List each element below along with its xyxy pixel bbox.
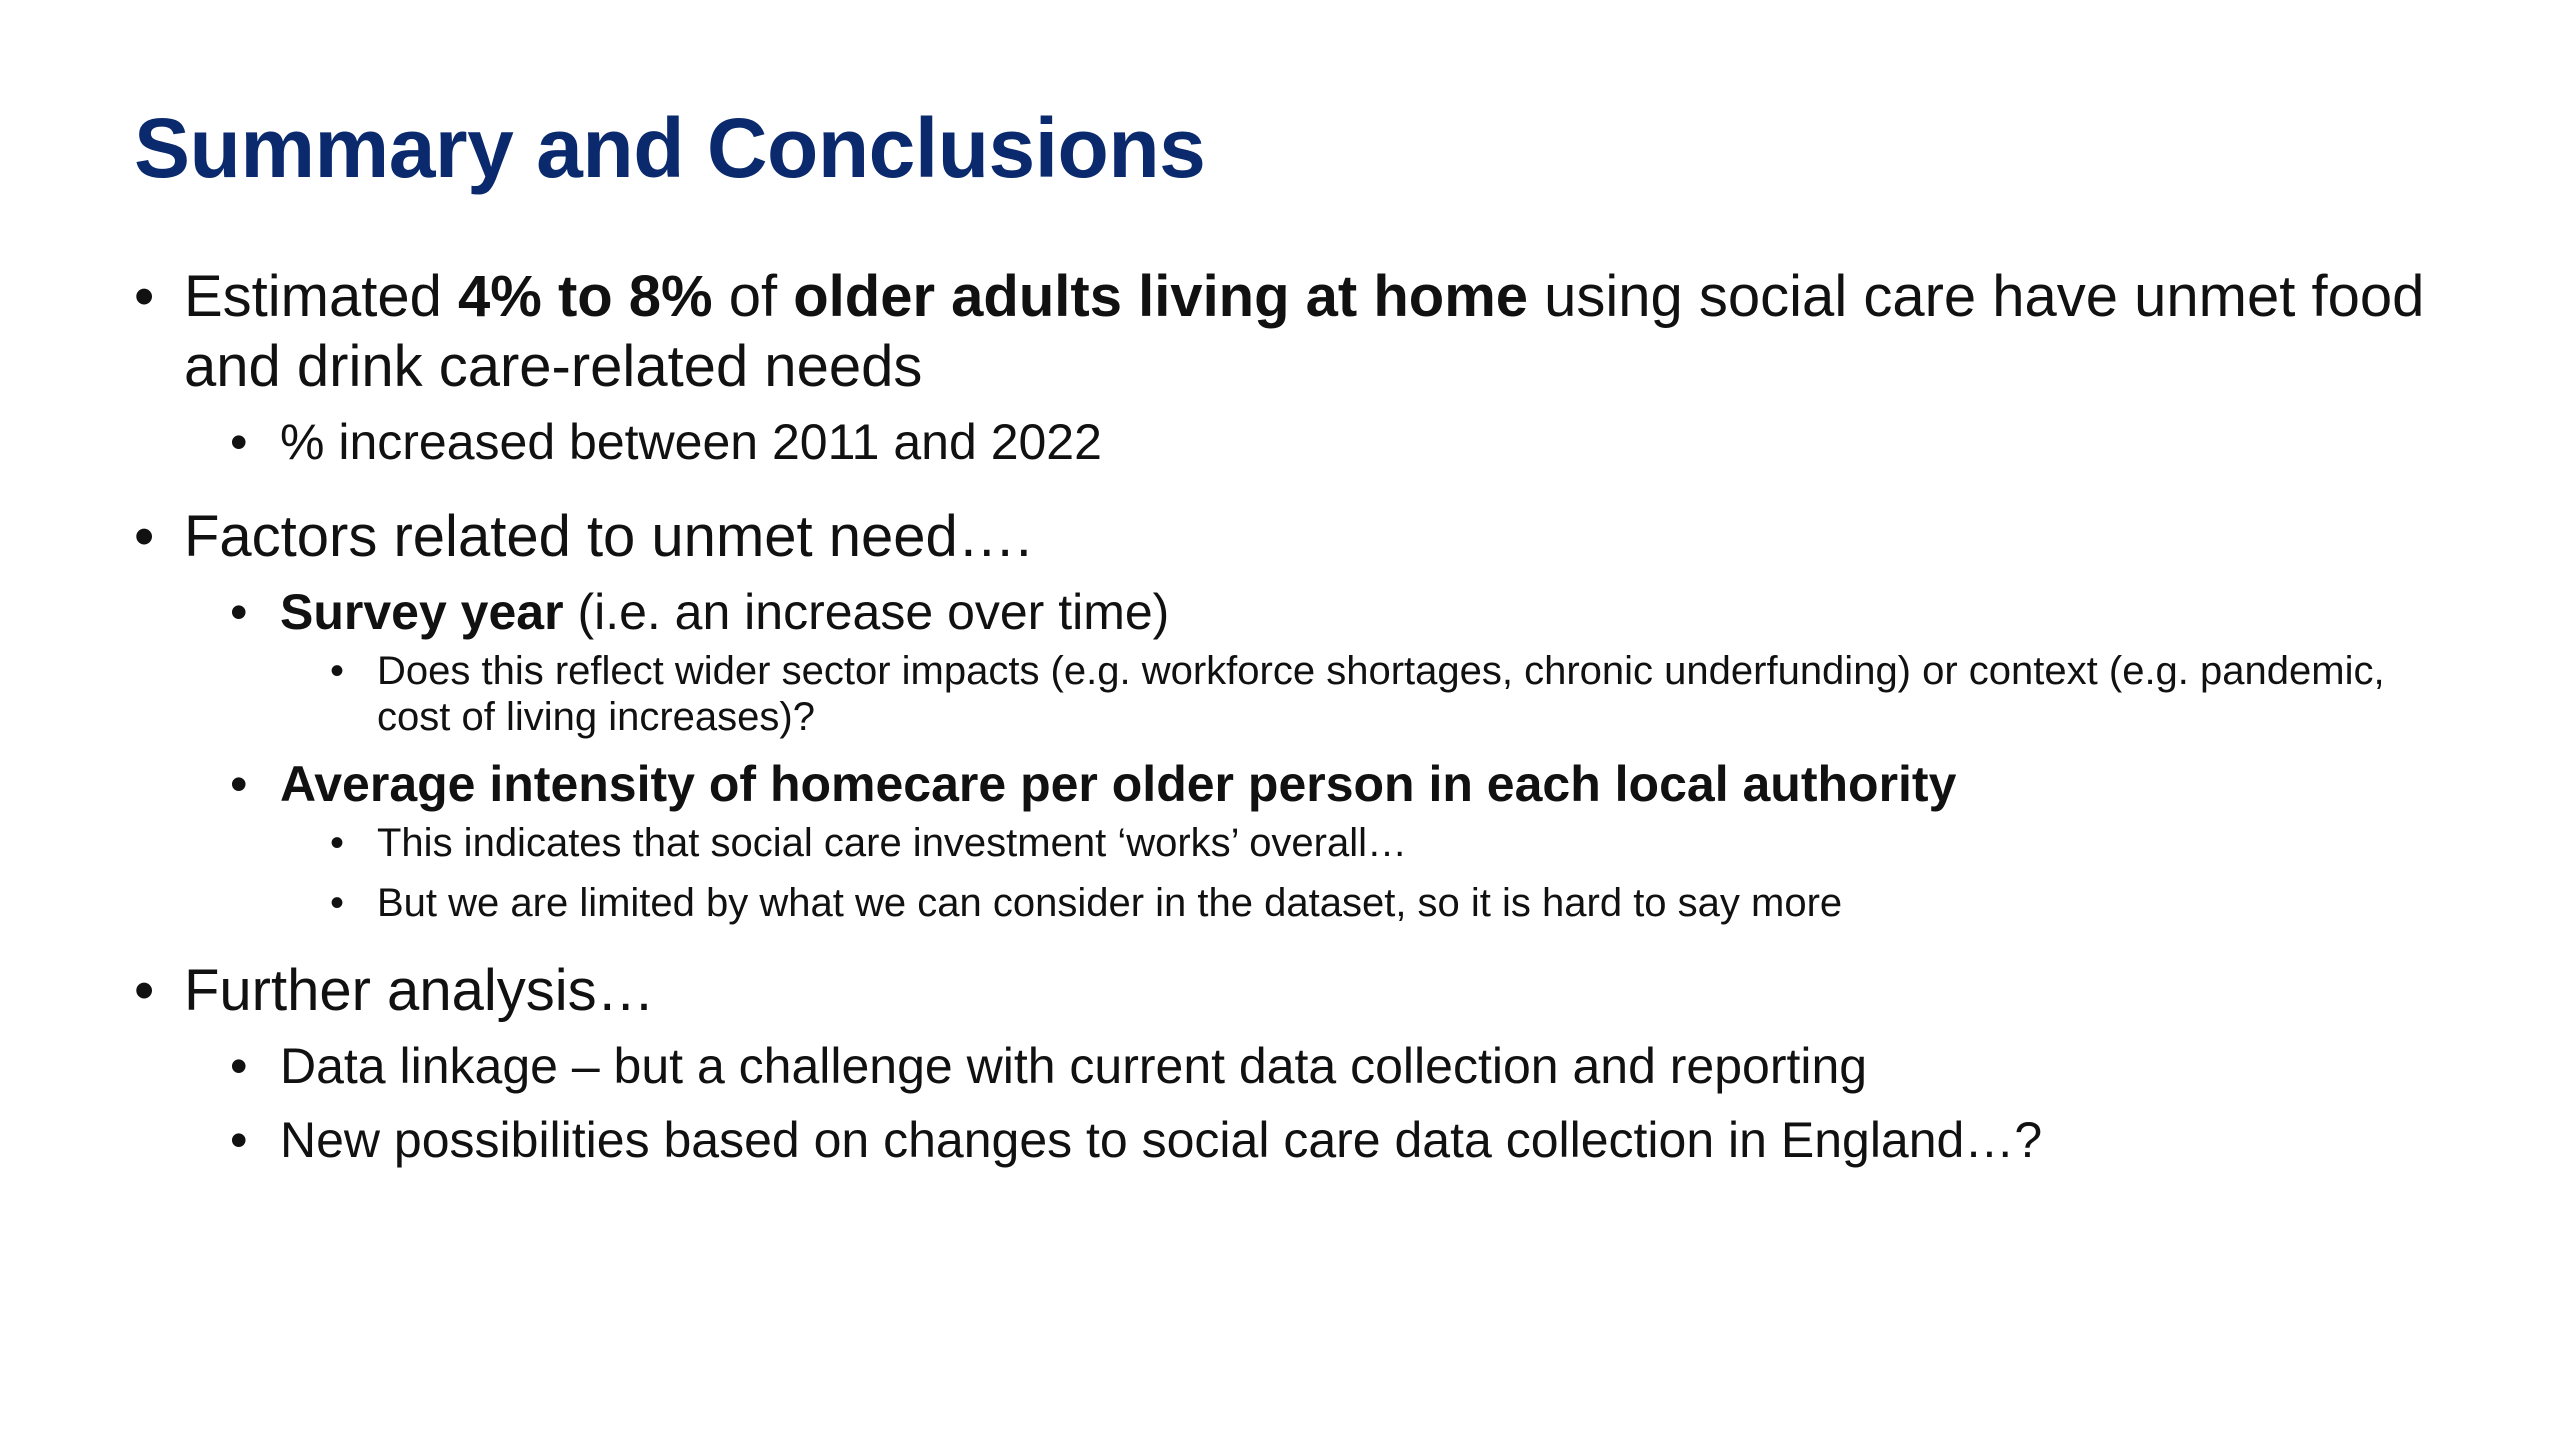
sub-bullet-homecare-intensity bbox=[134, 754, 2434, 814]
bullet-estimated-unmet-needs bbox=[134, 262, 2434, 402]
bullet-text: This indicates that social care investment ‘works’ overall… bbox=[377, 821, 1408, 865]
bullet-text: Data linkage – but a challenge with current data collection and reporting bbox=[280, 1038, 1868, 1094]
bold-survey-year: Survey year bbox=[280, 584, 564, 640]
bullet-text: Further analysis… bbox=[184, 958, 655, 1023]
bullet-marker: • bbox=[230, 756, 248, 812]
bullet-marker: • bbox=[230, 1038, 248, 1094]
bullet-marker: • bbox=[230, 414, 248, 470]
sub-bullet-increase bbox=[134, 412, 2434, 472]
bullet-marker: • bbox=[134, 504, 155, 569]
sub-bullet-data-linkage bbox=[134, 1036, 2434, 1096]
bullet-text: % increased between 2011 and 2022 bbox=[280, 414, 1102, 470]
bullet-text: Average intensity of homecare per older person in each local authority bbox=[280, 756, 1957, 812]
bullet-marker: • bbox=[134, 264, 155, 329]
sub-bullet-new-possibilities bbox=[134, 1110, 2434, 1170]
slide-title: Summary and Conclusions bbox=[134, 101, 1206, 195]
bullet-text: Factors related to unmet need…. bbox=[184, 504, 1032, 569]
bullet-marker: • bbox=[330, 649, 345, 693]
sub-sub-bullet-limited-dataset bbox=[134, 880, 2434, 926]
bullet-further-analysis bbox=[134, 956, 2434, 1026]
text-segment: Estimated bbox=[184, 264, 458, 329]
bullet-marker: • bbox=[330, 881, 345, 925]
bullet-text bbox=[280, 584, 1169, 640]
bullet-factors bbox=[134, 502, 2434, 572]
text-segment: using social care have unmet food and drink care-related needs bbox=[184, 264, 2425, 399]
bullet-text: New possibilities based on changes to social care data collection in England…? bbox=[280, 1112, 2043, 1168]
bullet-text bbox=[184, 264, 2424, 399]
bullet-marker: • bbox=[134, 958, 155, 1023]
text-segment: (i.e. an increase over time) bbox=[563, 584, 1170, 640]
bullet-text: Does this reflect wider sector impacts (e.g. workforce shortages, chronic underfunding) or context (e.g. pandemic, cost of living increases)? bbox=[377, 649, 2385, 739]
bold-population: older adults living at home bbox=[793, 264, 1529, 329]
bullet-marker: • bbox=[230, 1112, 248, 1168]
sub-sub-bullet-sector-impacts bbox=[134, 648, 2434, 740]
sub-sub-bullet-investment-works bbox=[134, 820, 2434, 866]
bullet-marker: • bbox=[330, 821, 345, 865]
bullet-text: But we are limited by what we can consider in the dataset, so it is hard to say more bbox=[377, 881, 1843, 925]
bullet-list bbox=[134, 262, 2434, 1170]
bold-range: 4% to 8% bbox=[458, 264, 713, 329]
text-segment: of bbox=[712, 264, 794, 329]
bullet-marker: • bbox=[230, 584, 248, 640]
sub-bullet-survey-year bbox=[134, 582, 2434, 642]
